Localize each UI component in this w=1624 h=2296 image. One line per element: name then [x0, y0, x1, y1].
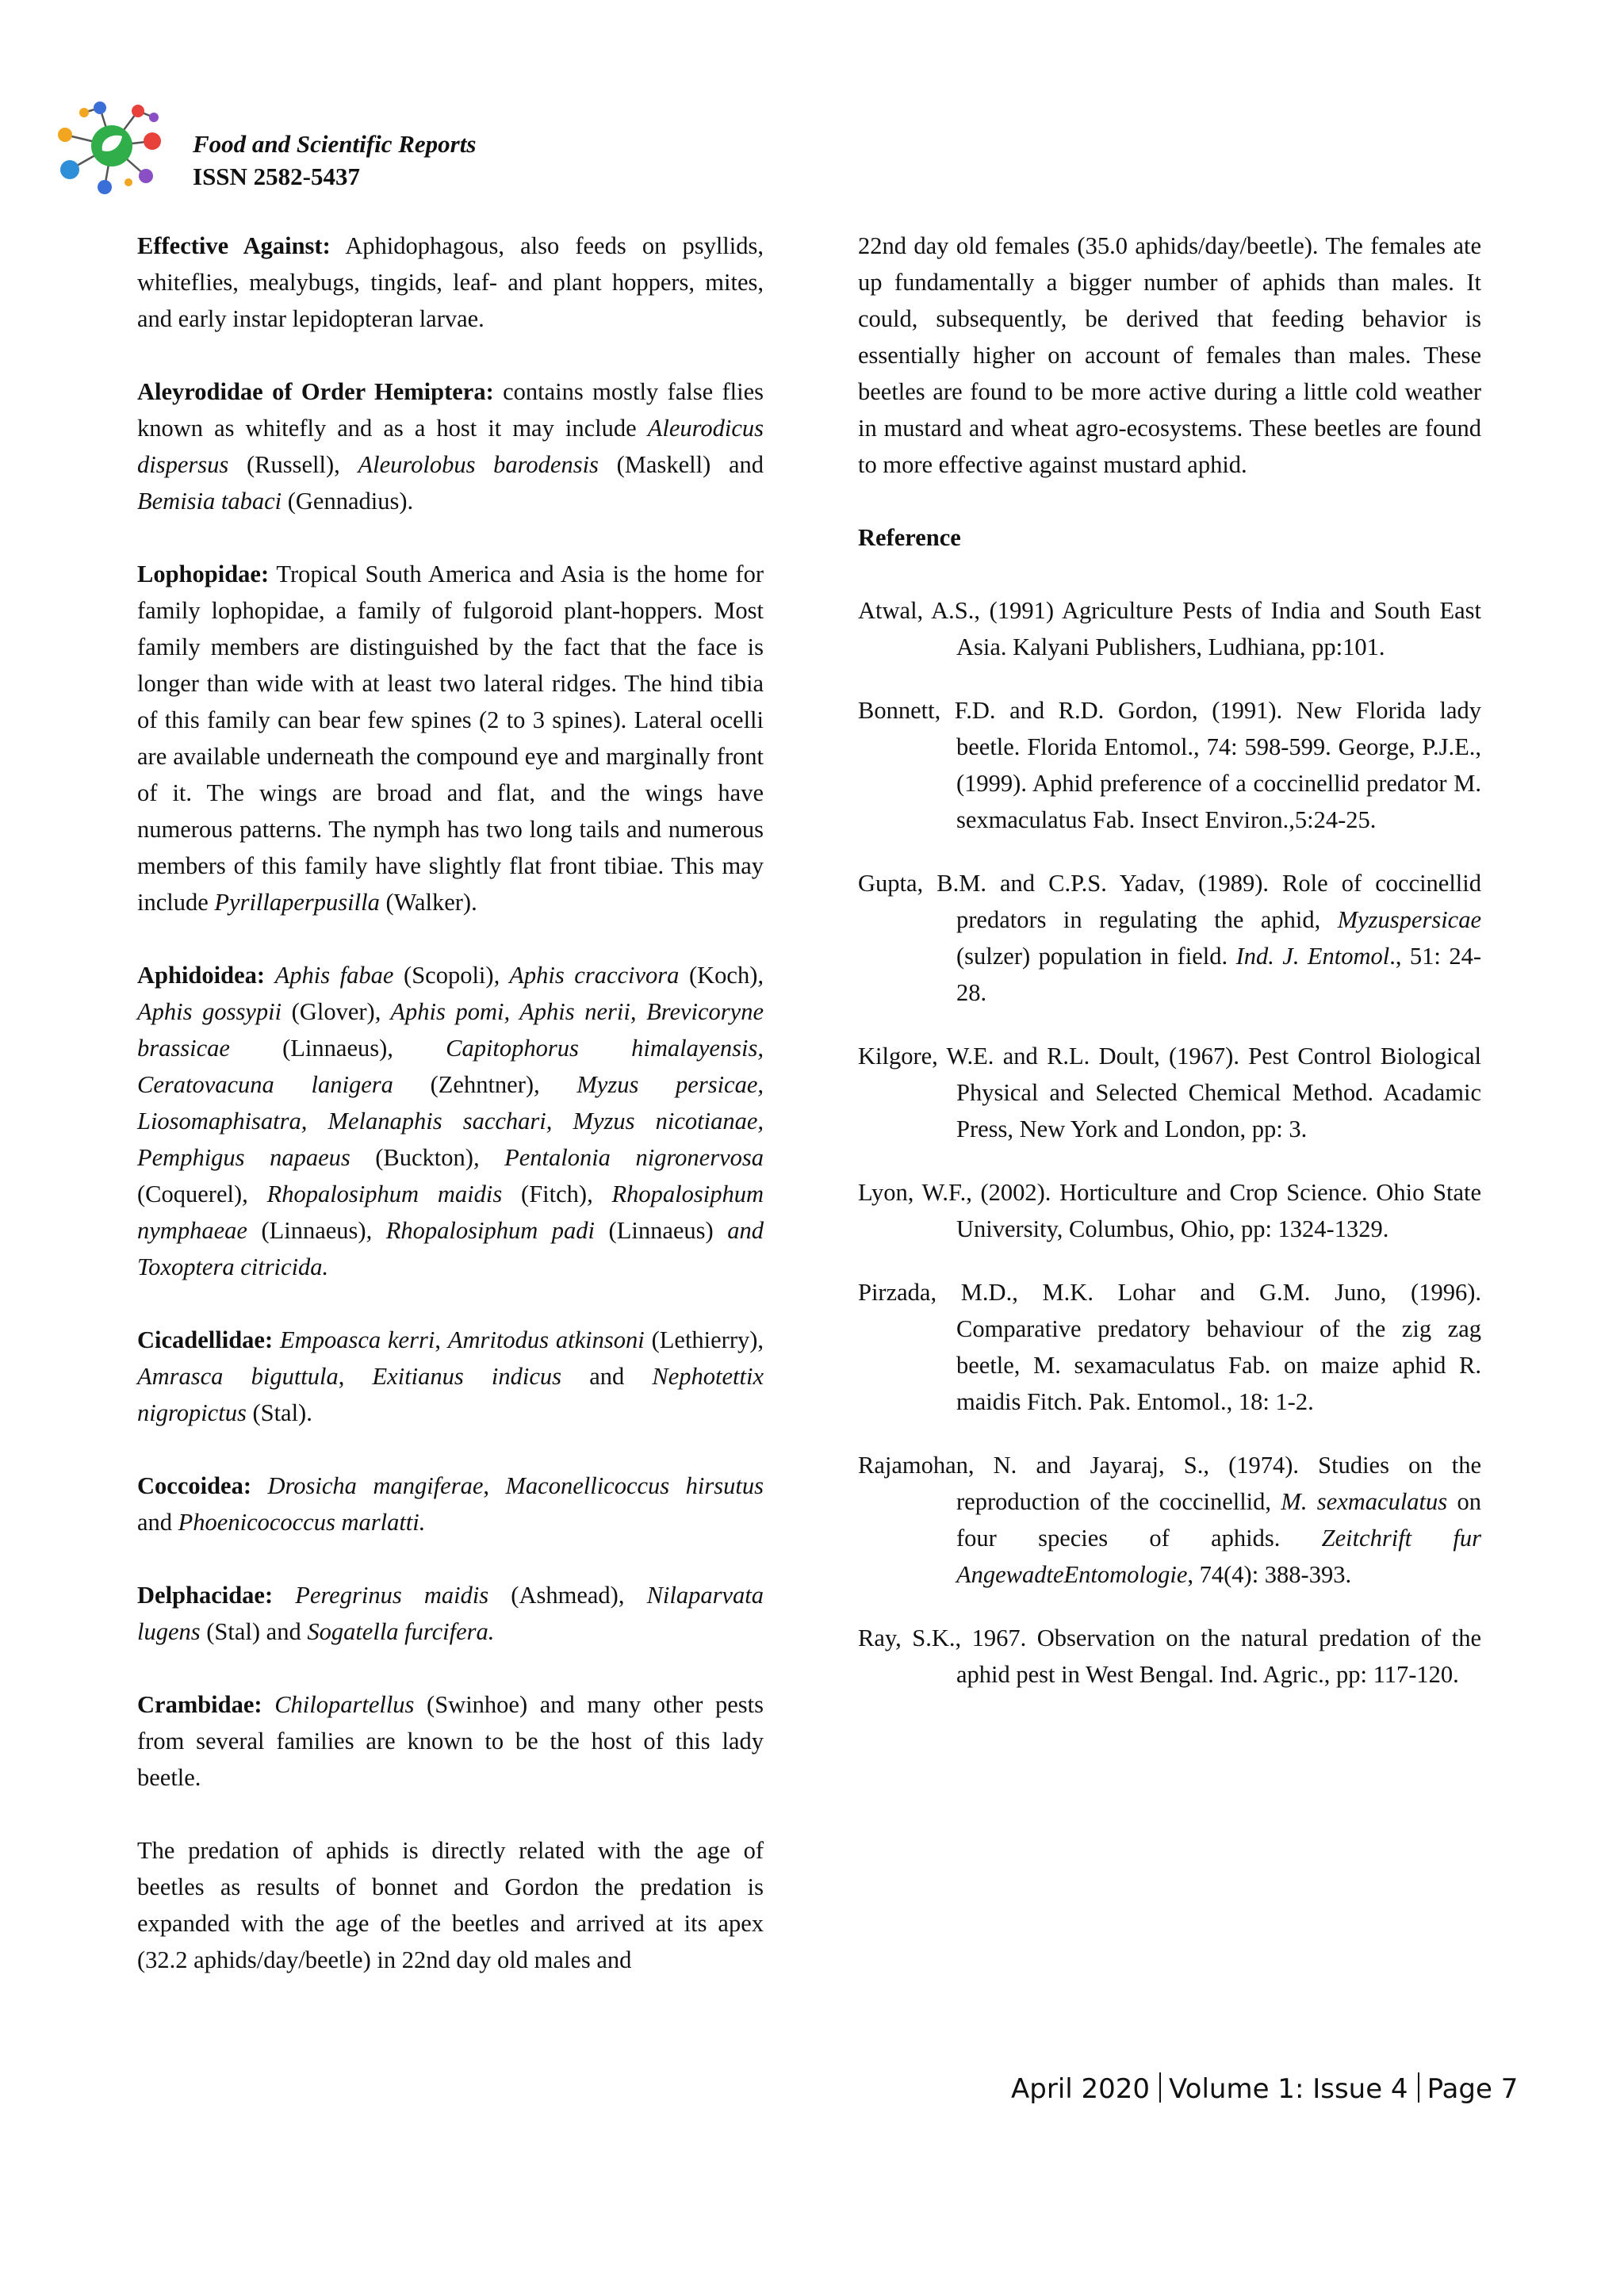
run-heading: Lophopidae: — [137, 561, 270, 587]
body-paragraph — [137, 228, 764, 337]
run-text: (Russell), — [228, 451, 358, 478]
run-text — [273, 1326, 280, 1353]
reference-item — [858, 1274, 1481, 1420]
run-text: (Gennadius). — [282, 488, 414, 515]
run-italic: , Aphis gossypii — [137, 962, 764, 1025]
run-text: Tropical South America and Asia is the home for family lophopidae, a family of fulgoroid plant-hoppers. Most family members are distinguished by the fact that the face is longer than wide with at least two lateral ridges. The hind tibia of this family can bear few spines (2 to 3 spines). Lateral ocelli are available underneath the compound eye and marginally front of it. The wings are broad and flat, and the wings have numerous patterns. The nymph has two long tails and numerous members of this family have slightly flat front tibiae. This may include — [137, 561, 764, 916]
run-text: , — [435, 1326, 448, 1353]
run-text: Rajamohan, N. and Jayaraj, S., (1974). Studies on the reproduction of the coccinellid, — [858, 1452, 1481, 1515]
journal-logo-icon — [52, 94, 171, 198]
run-text — [262, 1691, 275, 1718]
run-heading: Effective Against: — [137, 232, 331, 259]
run-heading: Aleyrodidae of Order Hemiptera: — [137, 378, 494, 405]
run-italic: Bemisia tabaci — [137, 488, 282, 515]
left-column — [137, 228, 764, 2015]
run-text: (Scopoli) — [393, 962, 494, 989]
run-italic: Nilaparvata lugens — [137, 1582, 764, 1645]
footer-page-number: Page 7 — [1427, 2073, 1519, 2105]
body-paragraph — [137, 373, 764, 519]
run-text: Gupta, B.M. and C.P.S. Yadav, (1989). Role of coccinellid predators in regulating the aphid, — [858, 870, 1481, 933]
body-paragraph — [137, 1686, 764, 1796]
run-text: (Stal) and — [200, 1618, 308, 1645]
run-italic: and Toxoptera citricida. — [137, 1217, 764, 1280]
run-text: , — [338, 1363, 373, 1390]
reference-list — [858, 592, 1481, 1693]
journal-title: Food and Scientific Reports — [193, 130, 477, 158]
run-text: ., 51: 24-28. — [956, 943, 1481, 1006]
run-text: Bonnett, F.D. and R.D. Gordon, (1991). New Florida lady beetle. Florida Entomol., 74: 598-599. George, P.J.E., (1999). Aphid preference of a coccinellid predator M. sexmaculatus Fab. Insect Environ.,5:24-25. — [858, 697, 1481, 833]
run-italic: , Aphis pomi, Aphis nerii, Brevicoryne brassicae — [137, 998, 764, 1062]
reference-item — [858, 1447, 1481, 1593]
run-heading: Crambidae: — [137, 1691, 262, 1718]
run-italic: , Aphis craccivora — [493, 962, 680, 989]
run-text: (Maskell) and — [598, 451, 764, 478]
run-text: (Walker). — [379, 889, 477, 916]
run-text: (Linnaeus) — [595, 1217, 728, 1244]
body-paragraph — [137, 1832, 764, 1978]
run-text: (Glover) — [282, 998, 375, 1025]
run-italic: Myzuspersicae — [1337, 906, 1481, 933]
reference-item — [858, 1038, 1481, 1147]
reference-item — [858, 1174, 1481, 1247]
body-paragraph — [137, 1468, 764, 1540]
right-column — [858, 228, 1481, 1720]
run-text — [273, 1582, 295, 1609]
run-italic: , Rhopalosiphum nymphaeae — [137, 1181, 764, 1244]
run-text: Kilgore, W.E. and R.L. Doult, (1967). Pest Control Biological Physical and Selected Chemical Method. Acadamic Press, New York and London, pp: 3. — [858, 1043, 1481, 1142]
footer-volume: Volume 1: Issue 4 — [1169, 2073, 1408, 2105]
run-italic: Drosicha mangiferae — [267, 1472, 484, 1499]
run-text: (Swinhoe) and many other pests from several families are known to be the host of this lady beetle. — [137, 1691, 764, 1791]
run-italic: Zeitchrift fur AngewadteEntomologie — [956, 1525, 1481, 1588]
run-italic: Aleurodicus dispersus — [137, 415, 764, 478]
run-italic: Peregrinus maidis — [295, 1582, 489, 1609]
run-text: , — [483, 1472, 506, 1499]
right-column-intro — [858, 228, 1481, 483]
run-italic: Exitianus indicus — [372, 1363, 562, 1390]
run-heading: Aphidoidea: — [137, 962, 266, 989]
run-text: on four species of aphids. — [956, 1488, 1482, 1552]
body-paragraph — [858, 228, 1481, 483]
run-italic: , Rhopalosiphum padi — [366, 1217, 595, 1244]
run-italic: M. sexmaculatus — [1281, 1488, 1448, 1515]
run-text: 22nd day old females (35.0 aphids/day/beetle). The females ate up fundamentally a bigger number of aphids than males. It could, subsequently, be derived that feeding behavior is essentially higher on account of females than males. These beetles are found to be more active during a little cold weather in mustard and wheat agro-ecosystems. These beetles are found to more effective against mustard aphid. — [858, 232, 1481, 478]
run-text: Pirzada, M.D., M.K. Lohar and G.M. Juno, (1996). Comparative predatory behaviour of the zig zag beetle, M. sexamaculatus Fab. on maize aphid R. maidis Fitch. Pak. Entomol., 18: 1-2. — [858, 1279, 1481, 1415]
run-italic: Amritodus atkinsoni — [447, 1326, 645, 1353]
run-italic: , Capitophorus himalayensis, Ceratovacuna lanigera — [137, 1035, 764, 1098]
run-text: (Zehntner) — [393, 1071, 534, 1098]
run-text — [265, 962, 275, 989]
run-text: , 74(4): 388-393. — [1187, 1561, 1352, 1588]
run-text: (Fitch) — [502, 1181, 588, 1207]
run-text: (sulzer) population in field. — [956, 943, 1236, 970]
run-text: Ray, S.K., 1967. Observation on the natural predation of the aphid pest in West Bengal. Ind. Agric., pp: 117-120. — [858, 1624, 1481, 1688]
run-italic: , Pentalonia nigronervosa — [473, 1144, 764, 1171]
body-paragraph — [137, 1322, 764, 1431]
run-italic: , Rhopalosiphum maidis — [242, 1181, 503, 1207]
run-text: (Lethierry), — [644, 1326, 764, 1353]
run-text: Atwal, A.S., (1991) Agriculture Pests of India and South East Asia. Kalyani Publishers, Ludhiana, pp:101. — [858, 597, 1481, 660]
run-italic: Empoasca kerri — [280, 1326, 435, 1353]
footer-separator — [1159, 2072, 1161, 2103]
footer-date: April 2020 — [1011, 2073, 1151, 2105]
run-text: (Stal). — [246, 1399, 312, 1426]
run-text: and — [561, 1363, 653, 1390]
run-text: (Linnaeus) — [229, 1035, 388, 1062]
run-italic: Aleurolobus barodensis — [358, 451, 599, 478]
body-paragraph — [137, 556, 764, 920]
run-text — [251, 1472, 268, 1499]
run-heading: Coccoidea: — [137, 1472, 251, 1499]
page-footer — [1011, 2072, 1518, 2105]
run-italic: Chilopartellus — [274, 1691, 415, 1718]
run-italic: Amrasca biguttula — [137, 1363, 339, 1390]
reference-item — [858, 592, 1481, 665]
run-text: (Ashmead), — [488, 1582, 647, 1609]
journal-issn: ISSN 2582-5437 — [193, 163, 361, 190]
run-heading: Delphacidae: — [137, 1582, 274, 1609]
run-italic: Nephotettix nigropictus — [137, 1363, 764, 1426]
run-text: Aphidophagous, also feeds on psyllids, whiteflies, mealybugs, tingids, leaf- and plant hoppers, mites, and early instar lepidopteran larvae. — [137, 232, 764, 332]
run-italic: Phoenicococcus marlatti. — [178, 1509, 426, 1536]
run-text: Lyon, W.F., (2002). Horticulture and Crop Science. Ohio State University, Columbus, Ohio, pp: 1324-1329. — [858, 1179, 1481, 1242]
run-italic: Sogatella furcifera. — [307, 1618, 495, 1645]
run-text: (Linnaeus) — [247, 1217, 366, 1244]
run-heading: Cicadellidae: — [137, 1326, 274, 1353]
reference-item — [858, 865, 1481, 1011]
reference-item — [858, 692, 1481, 838]
run-text: (Buckton) — [350, 1144, 473, 1171]
run-text: contains mostly false flies known as whitefly and as a host it may include — [137, 378, 764, 442]
run-text: The predation of aphids is directly related with the age of beetles as results of bonnet and Gordon the predation is expanded with the age of the beetles and arrived at its apex (32.2 aphids/day/beetle) in 22nd day old males and — [137, 1837, 764, 1973]
reference-item — [858, 1620, 1481, 1693]
body-paragraph — [137, 1577, 764, 1650]
footer-separator — [1418, 2072, 1419, 2103]
run-italic: Ind. J. Entomol — [1235, 943, 1390, 970]
run-text: (Coquerel) — [137, 1181, 243, 1207]
run-text: and — [137, 1509, 178, 1536]
references-heading: Reference — [858, 524, 961, 551]
run-italic: Aphis fabae — [274, 962, 394, 989]
run-text: (Koch) — [679, 962, 758, 989]
run-italic: Pyrillaperpusilla — [214, 889, 380, 916]
run-italic: Maconellicoccus hirsutus — [505, 1472, 764, 1499]
run-italic: , Myzus persicae, Liosomaphisatra, Melanaphis sacchari, Myzus nicotianae, Pemphigus napaeus — [137, 1071, 764, 1171]
body-paragraph — [137, 957, 764, 1285]
